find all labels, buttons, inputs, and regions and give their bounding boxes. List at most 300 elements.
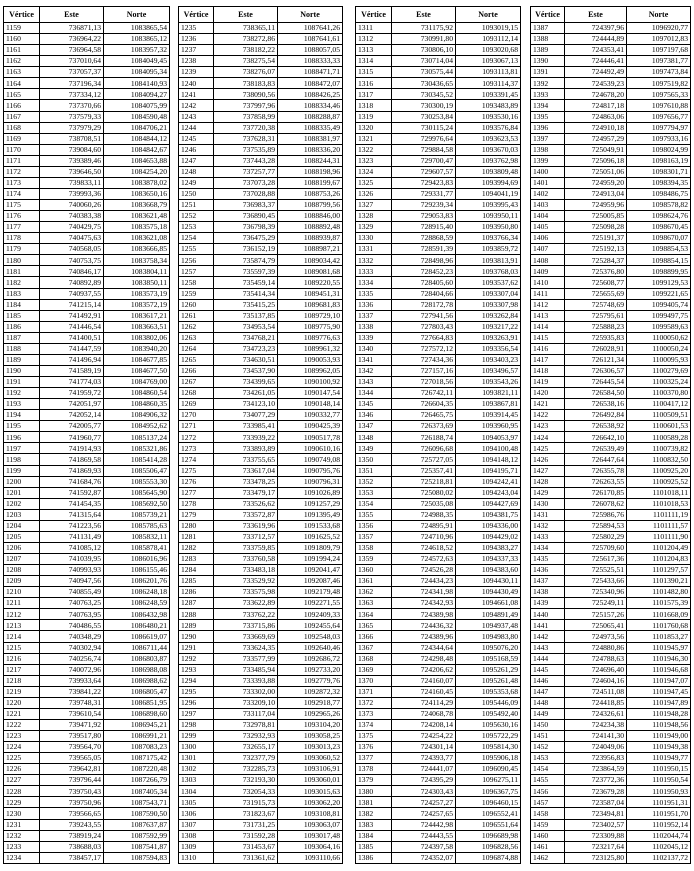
norte-cell: 1084677,85	[104, 354, 170, 365]
norte-cell: 1088472,07	[278, 78, 343, 89]
table-row	[179, 377, 343, 388]
este-cell: 733893,89	[214, 443, 278, 454]
vertice-cell: 1197	[4, 443, 40, 454]
table-row	[179, 675, 343, 686]
este-cell: 733302,00	[214, 686, 278, 697]
este-cell: 741914,93	[40, 443, 104, 454]
table-row	[4, 554, 170, 565]
vertice-cell: 1213	[4, 620, 40, 631]
norte-cell: 1093809,48	[456, 166, 521, 177]
este-cell: 733759,85	[214, 542, 278, 553]
vertice-cell: 1438	[531, 587, 565, 598]
vertice-cell: 1227	[4, 775, 40, 786]
este-cell: 737057,37	[40, 67, 104, 78]
este-cell: 735459,14	[214, 277, 278, 288]
vertice-cell: 1323	[356, 155, 392, 166]
norte-cell: 1093496,57	[456, 365, 521, 376]
norte-cell: 1095492,40	[456, 708, 521, 719]
norte-cell: 1098578,82	[627, 200, 691, 211]
este-cell: 740429,75	[40, 222, 104, 233]
este-cell: 741131,49	[40, 531, 104, 542]
este-cell: 724618,52	[392, 542, 456, 553]
este-cell: 737579,33	[40, 111, 104, 122]
norte-cell: 1101297,57	[627, 565, 691, 576]
este-cell: 726263,55	[565, 476, 627, 487]
norte-cell: 1093576,84	[456, 122, 521, 133]
table-row	[356, 764, 521, 775]
norte-cell: 1095722,29	[456, 731, 521, 742]
table-row	[179, 565, 343, 576]
table-row	[4, 631, 170, 642]
este-cell: 738919,24	[40, 830, 104, 841]
este-cell: 730575,44	[392, 67, 456, 78]
norte-cell: 1083802,06	[104, 332, 170, 343]
este-cell: 740937,55	[40, 288, 104, 299]
norte-cell: 1089034,42	[278, 255, 343, 266]
vertice-cell: 1433	[531, 531, 565, 542]
este-cell: 726373,69	[392, 421, 456, 432]
norte-cell: 1093060,52	[278, 753, 343, 764]
norte-cell: 1083572,19	[104, 299, 170, 310]
norte-cell: 1090749,08	[278, 454, 343, 465]
vertice-cell: 1262	[179, 321, 214, 332]
norte-cell: 1087083,23	[104, 742, 170, 753]
vertice-cell: 1320	[356, 122, 392, 133]
este-cell: 724160,45	[392, 686, 456, 697]
vertice-cell: 1294	[179, 675, 214, 686]
table-row	[356, 631, 521, 642]
table-row	[531, 731, 691, 742]
vertice-cell: 1258	[179, 277, 214, 288]
table-row	[4, 100, 170, 111]
este-cell: 724492,49	[565, 67, 627, 78]
norte-cell: 1087641,26	[278, 23, 343, 34]
table-row	[356, 753, 521, 764]
este-cell: 724443,55	[392, 830, 456, 841]
norte-cell: 1083663,51	[104, 321, 170, 332]
table-row	[4, 841, 170, 852]
table-row	[4, 200, 170, 211]
este-cell: 728405,60	[392, 277, 456, 288]
table-row	[356, 410, 521, 421]
table-row	[531, 631, 691, 642]
vertice-cell: 1212	[4, 609, 40, 620]
norte-cell: 1096874,88	[456, 852, 521, 863]
este-cell: 724526,28	[392, 565, 456, 576]
vertice-cell: 1175	[4, 200, 40, 211]
este-cell: 724234,38	[565, 719, 627, 730]
table-row	[4, 786, 170, 797]
norte-cell: 1086711,44	[104, 642, 170, 653]
vertice-cell: 1328	[356, 211, 392, 222]
table-row	[531, 111, 691, 122]
vertice-cell: 1202	[4, 498, 40, 509]
coordinate-table-4	[530, 6, 691, 864]
table-row	[4, 587, 170, 598]
vertice-cell: 1387	[531, 23, 565, 34]
vertice-cell: 1455	[531, 775, 565, 786]
vertice-cell: 1415	[531, 332, 565, 343]
vertice-cell: 1385	[356, 841, 392, 852]
table-row	[4, 664, 170, 675]
norte-cell: 1094430,49	[456, 587, 521, 598]
norte-cell: 1085785,63	[104, 520, 170, 531]
este-cell: 739841,22	[40, 686, 104, 697]
norte-cell: 1093067,13	[456, 56, 521, 67]
norte-cell: 1098486,75	[627, 188, 691, 199]
vertice-cell: 1327	[356, 200, 392, 211]
table-header-row	[531, 7, 691, 23]
este-cell: 733393,88	[214, 675, 278, 686]
norte-cell: 1098301,71	[627, 166, 691, 177]
table-row	[4, 797, 170, 808]
vertice-cell: 1172	[4, 166, 40, 177]
este-cell: 740892,89	[40, 277, 104, 288]
norte-cell: 1094891,49	[456, 609, 521, 620]
vertice-cell: 1399	[531, 155, 565, 166]
norte-cell: 1083621,48	[104, 211, 170, 222]
table-row	[531, 388, 691, 399]
vertice-cell: 1295	[179, 686, 214, 697]
table-row	[179, 177, 343, 188]
este-cell: 737010,64	[40, 56, 104, 67]
table-row	[179, 255, 343, 266]
norte-cell: 1093403,23	[456, 354, 521, 365]
header-este: Este	[392, 7, 456, 23]
vertice-cell: 1341	[356, 354, 392, 365]
este-cell: 724539,23	[565, 78, 627, 89]
table-row	[179, 277, 343, 288]
este-cell: 727018,56	[392, 377, 456, 388]
este-cell: 727941,56	[392, 310, 456, 321]
norte-cell: 1092965,26	[278, 708, 343, 719]
vertice-cell: 1348	[356, 432, 392, 443]
header-vertice: Vértice	[531, 7, 565, 23]
vertice-cell: 1280	[179, 520, 214, 531]
vertice-cell: 1429	[531, 487, 565, 498]
table-row	[179, 89, 343, 100]
este-cell: 723125,80	[565, 852, 627, 863]
table-row	[356, 664, 521, 675]
vertice-cell: 1301	[179, 753, 214, 764]
este-cell: 732932,93	[214, 731, 278, 742]
este-cell: 727664,83	[392, 332, 456, 343]
table-row	[179, 244, 343, 255]
este-cell: 740060,26	[40, 200, 104, 211]
este-cell: 734723,23	[214, 343, 278, 354]
table-row	[356, 310, 521, 321]
vertice-cell: 1356	[356, 520, 392, 531]
table-row	[4, 531, 170, 542]
table-row	[356, 332, 521, 343]
table-row	[356, 222, 521, 233]
table-row	[356, 443, 521, 454]
este-cell: 730345,52	[392, 89, 456, 100]
norte-cell: 1100050,62	[627, 332, 691, 343]
table-row	[179, 100, 343, 111]
norte-cell: 1084140,93	[104, 78, 170, 89]
norte-cell: 1085832,11	[104, 531, 170, 542]
vertice-cell: 1458	[531, 808, 565, 819]
table-row	[356, 233, 521, 244]
norte-cell: 1101950,54	[627, 775, 691, 786]
norte-cell: 1086805,47	[104, 686, 170, 697]
table-row	[4, 675, 170, 686]
norte-cell: 1083957,32	[104, 45, 170, 56]
vertice-cell: 1293	[179, 664, 214, 675]
este-cell: 734399,65	[214, 377, 278, 388]
este-cell: 735415,25	[214, 299, 278, 310]
table-row	[531, 653, 691, 664]
norte-cell: 1094427,69	[456, 498, 521, 509]
vertice-cell: 1322	[356, 144, 392, 155]
este-cell: 725357,41	[392, 465, 456, 476]
table-row	[4, 78, 170, 89]
vertice-cell: 1209	[4, 576, 40, 587]
table-row	[356, 388, 521, 399]
table-row	[4, 542, 170, 553]
este-cell: 737720,38	[214, 122, 278, 133]
vertice-cell: 1211	[4, 598, 40, 609]
este-cell: 726447,64	[565, 454, 627, 465]
este-cell: 724973,56	[565, 631, 627, 642]
table-row	[356, 67, 521, 78]
vertice-cell: 1252	[179, 211, 214, 222]
vertice-cell: 1288	[179, 609, 214, 620]
norte-cell: 1094195,71	[456, 465, 521, 476]
table-row	[4, 576, 170, 587]
norte-cell: 1101948,56	[627, 719, 691, 730]
table-row	[4, 23, 170, 34]
table-row	[531, 133, 691, 144]
este-cell: 727434,36	[392, 354, 456, 365]
este-cell: 734261,05	[214, 388, 278, 399]
norte-cell: 1101853,27	[627, 631, 691, 642]
norte-cell: 1093063,07	[278, 819, 343, 830]
este-cell: 725191,37	[565, 233, 627, 244]
table-row	[356, 587, 521, 598]
norte-cell: 1094041,19	[456, 188, 521, 199]
norte-cell: 1091395,49	[278, 509, 343, 520]
vertice-cell: 1298	[179, 719, 214, 730]
vertice-cell: 1432	[531, 520, 565, 531]
vertice-cell: 1379	[356, 775, 392, 786]
vertice-cell: 1292	[179, 653, 214, 664]
vertice-cell: 1195	[4, 421, 40, 432]
vertice-cell: 1360	[356, 565, 392, 576]
norte-cell: 1101950,93	[627, 786, 691, 797]
este-cell: 733760,58	[214, 554, 278, 565]
table-row	[531, 332, 691, 343]
vertice-cell: 1206	[4, 542, 40, 553]
este-cell: 724068,78	[392, 708, 456, 719]
norte-cell: 1088381,97	[278, 133, 343, 144]
table-row	[179, 310, 343, 321]
vertice-cell: 1205	[4, 531, 40, 542]
vertice-cell: 1269	[179, 399, 214, 410]
vertice-cell: 1406	[531, 233, 565, 244]
este-cell: 725433,66	[565, 576, 627, 587]
norte-cell: 1091533,68	[278, 520, 343, 531]
este-cell: 729607,57	[392, 166, 456, 177]
vertice-cell: 1350	[356, 454, 392, 465]
este-cell: 733617,04	[214, 465, 278, 476]
vertice-cell: 1232	[4, 830, 40, 841]
norte-cell: 1094243,04	[456, 487, 521, 498]
vertice-cell: 1372	[356, 697, 392, 708]
norte-cell: 1093108,81	[278, 808, 343, 819]
este-cell: 726355,78	[565, 465, 627, 476]
vertice-cell: 1178	[4, 233, 40, 244]
table-row	[179, 56, 343, 67]
vertice-cell: 1381	[356, 797, 392, 808]
norte-cell: 1093062,20	[278, 797, 343, 808]
vertice-cell: 1273	[179, 443, 214, 454]
vertice-cell: 1434	[531, 542, 565, 553]
vertice-cell: 1394	[531, 100, 565, 111]
este-cell: 734077,29	[214, 410, 278, 421]
vertice-cell: 1395	[531, 111, 565, 122]
vertice-cell: 1223	[4, 731, 40, 742]
este-cell: 733624,35	[214, 642, 278, 653]
norte-cell: 1100589,28	[627, 432, 691, 443]
este-cell: 725035,08	[392, 498, 456, 509]
norte-cell: 1085506,47	[104, 465, 170, 476]
vertice-cell: 1182	[4, 277, 40, 288]
norte-cell: 1101018,53	[627, 498, 691, 509]
norte-cell: 1100050,24	[627, 343, 691, 354]
vertice-cell: 1342	[356, 365, 392, 376]
norte-cell: 1093356,54	[456, 343, 521, 354]
este-cell: 740475,63	[40, 233, 104, 244]
table-row	[356, 89, 521, 100]
este-cell: 735874,79	[214, 255, 278, 266]
este-cell: 725655,69	[565, 288, 627, 299]
este-cell: 723309,88	[565, 830, 627, 841]
vertice-cell: 1253	[179, 222, 214, 233]
este-cell: 740993,93	[40, 565, 104, 576]
table-row	[356, 742, 521, 753]
table-row	[531, 487, 691, 498]
table-row	[356, 432, 521, 443]
table-row	[531, 155, 691, 166]
table-row	[531, 277, 691, 288]
header-norte: Norte	[278, 7, 343, 23]
vertice-cell: 1343	[356, 377, 392, 388]
vertice-cell: 1450	[531, 719, 565, 730]
vertice-cell: 1339	[356, 332, 392, 343]
este-cell: 742052,14	[40, 410, 104, 421]
table-row	[356, 476, 521, 487]
norte-cell: 1096367,75	[456, 786, 521, 797]
vertice-cell: 1278	[179, 498, 214, 509]
este-cell: 733483,18	[214, 565, 278, 576]
table-row	[531, 100, 691, 111]
norte-cell: 1094337,33	[456, 554, 521, 565]
norte-cell: 1091994,24	[278, 554, 343, 565]
vertice-cell: 1260	[179, 299, 214, 310]
norte-cell: 1086898,60	[104, 708, 170, 719]
table-row	[4, 620, 170, 631]
este-cell: 739610,54	[40, 708, 104, 719]
este-cell: 724511,08	[565, 686, 627, 697]
norte-cell: 1093766,34	[456, 233, 521, 244]
table-row	[179, 576, 343, 587]
norte-cell: 1083865,12	[104, 34, 170, 45]
este-cell: 724434,23	[392, 576, 456, 587]
vertice-cell: 1335	[356, 288, 392, 299]
vertice-cell: 1257	[179, 266, 214, 277]
norte-cell: 1100279,69	[627, 365, 691, 376]
este-cell: 733755,65	[214, 454, 278, 465]
vertice-cell: 1353	[356, 487, 392, 498]
vertice-cell: 1325	[356, 177, 392, 188]
norte-cell: 1083758,34	[104, 255, 170, 266]
norte-cell: 1096552,41	[456, 808, 521, 819]
norte-cell: 1089962,05	[278, 365, 343, 376]
vertice-cell: 1216	[4, 653, 40, 664]
norte-cell: 1100601,53	[627, 421, 691, 432]
table-row	[356, 620, 521, 631]
table-row	[179, 719, 343, 730]
vertice-cell: 1330	[356, 233, 392, 244]
vertice-cell: 1164	[4, 78, 40, 89]
table-row	[4, 642, 170, 653]
norte-cell: 1086945,21	[104, 719, 170, 730]
table-row	[4, 465, 170, 476]
norte-cell: 1095261,48	[456, 675, 521, 686]
este-cell: 724397,58	[392, 841, 456, 852]
norte-cell: 1095814,30	[456, 742, 521, 753]
vertice-cell: 1368	[356, 653, 392, 664]
table-row	[179, 266, 343, 277]
table-row	[179, 288, 343, 299]
este-cell: 733577,99	[214, 653, 278, 664]
norte-cell: 1083666,85	[104, 244, 170, 255]
este-cell: 736871,13	[40, 23, 104, 34]
norte-cell: 1090796,31	[278, 476, 343, 487]
vertice-cell: 1392	[531, 78, 565, 89]
table-row	[4, 354, 170, 365]
norte-cell: 1102045,12	[627, 841, 691, 852]
vertice-cell: 1454	[531, 764, 565, 775]
table-row	[531, 200, 691, 211]
norte-cell: 1093114,37	[456, 78, 521, 89]
norte-cell: 1087543,71	[104, 797, 170, 808]
norte-cell: 1088198,96	[278, 166, 343, 177]
vertice-cell: 1203	[4, 509, 40, 520]
norte-cell: 1083573,19	[104, 288, 170, 299]
table-header-row	[356, 7, 521, 23]
vertice-cell: 1166	[4, 100, 40, 111]
table-row	[179, 133, 343, 144]
vertice-cell: 1317	[356, 89, 392, 100]
table-row	[4, 111, 170, 122]
norte-cell: 1096090,45	[456, 764, 521, 775]
vertice-cell: 1308	[179, 830, 214, 841]
este-cell: 738688,03	[40, 841, 104, 852]
vertice-cell: 1309	[179, 841, 214, 852]
vertice-cell: 1193	[4, 399, 40, 410]
table-row	[179, 598, 343, 609]
norte-cell: 1093307,04	[456, 288, 521, 299]
norte-cell: 1094661,08	[456, 598, 521, 609]
table-row	[4, 509, 170, 520]
este-cell: 736964,22	[40, 34, 104, 45]
vertice-cell: 1297	[179, 708, 214, 719]
norte-cell: 1099405,74	[627, 299, 691, 310]
norte-cell: 1086201,76	[104, 576, 170, 587]
